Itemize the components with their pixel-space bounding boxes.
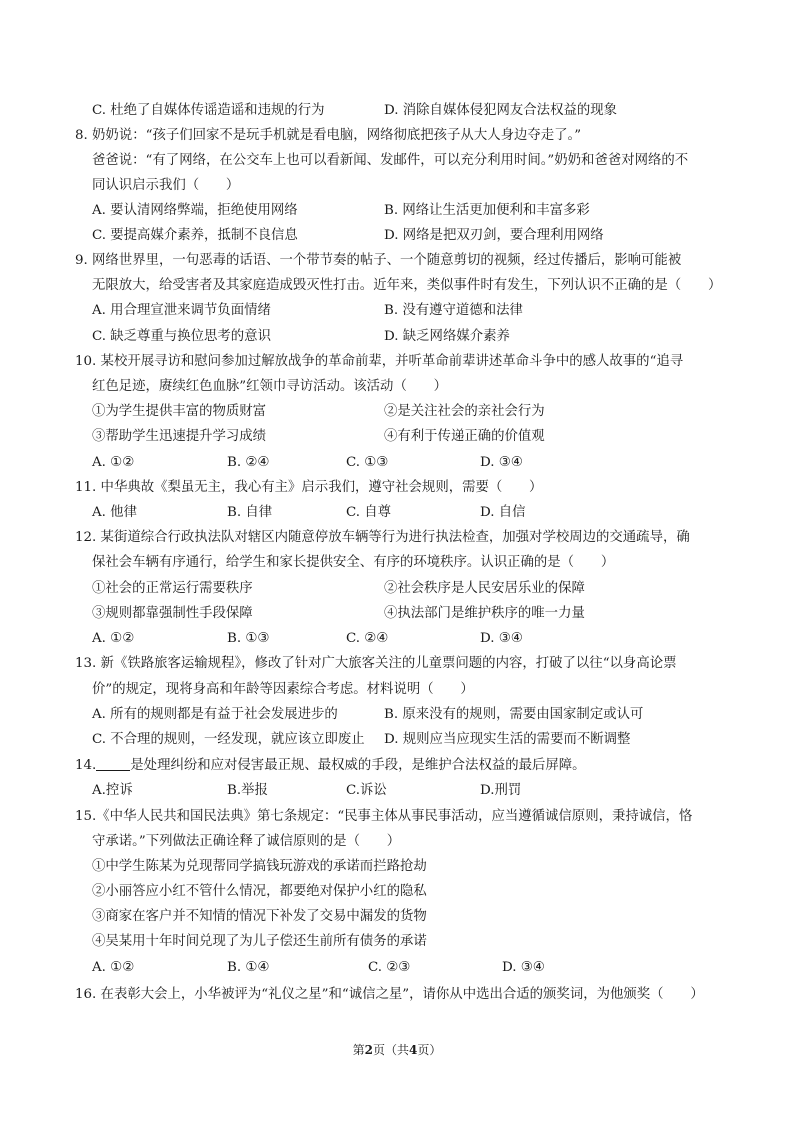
- q13-option-c: C. 不合理的规则，一经发现，就应该立即废止: [92, 732, 365, 747]
- q14-answer-blank: [96, 756, 130, 771]
- q15-stem-line-2: 守承诺。”下列做法正确诠释了诚信原则的是（ ）: [92, 834, 401, 849]
- footer-suffix: 页）: [417, 1043, 442, 1057]
- q11-option-a: A. 他律: [92, 505, 137, 520]
- q12-stem-line-2: 保社会车辆有序通行，给学生和家长提供安全、有序的环境秩序。认识正确的是（ ）: [92, 555, 615, 570]
- q13-stem-line-1: 13. 新《铁路旅客运输规程》，修改了针对广大旅客关注的儿童票问题的内容，打破了以往“以身高论票: [75, 656, 677, 671]
- q10-statement-3: ③帮助学生迅速提升学习成绩: [92, 429, 267, 444]
- q9-option-b: B. 没有遵守道德和法律: [384, 303, 523, 318]
- q10-statement-2: ②是关注社会的亲社会行为: [384, 404, 545, 419]
- q12-option-a: A. ①②: [92, 631, 135, 646]
- q10-option-d: D. ③④: [480, 455, 523, 470]
- q12-stem-line-1: 12. 某街道综合行政执法队对辖区内随意停放车辆等行为进行执法检查，加强对学校周边的交通疏导，确: [75, 530, 690, 545]
- q8-stem-line-1: 8. 奶奶说：“孩子们回家不是玩手机就是看电脑，网络彻底把孩子从大人身边夺走了。”: [75, 128, 582, 143]
- q12-option-b: B. ①③: [227, 631, 270, 646]
- footer-prefix: 第: [352, 1043, 365, 1057]
- q14-stem-text: 是处理纠纷和应对侵害最正规、最权威的手段，是维护合法权益的最后屏障。: [130, 758, 586, 773]
- q9-option-d: D. 缺乏网络媒介素养: [384, 329, 510, 344]
- q13-option-a: A. 所有的规则都是有益于社会发展进步的: [92, 707, 338, 722]
- q7-option-c: C. 杜绝了自媒体传谣造谣和违规的行为: [92, 103, 325, 118]
- q13-option-b: B. 原来没有的规则，需要由国家制定或认可: [384, 707, 644, 722]
- q8-stem-line-2: 爸爸说：“有了网络，在公交车上也可以看新闻、发邮件，可以充分利用时间。”奶奶和爸爸对网络的不: [92, 153, 689, 168]
- q11-option-d: D. 自信: [480, 505, 526, 520]
- q8-stem-line-3: 同认识启示我们（ ）: [92, 178, 240, 193]
- q14-option-d: D.刑罚: [480, 783, 522, 798]
- q14-number: 14.: [75, 758, 97, 773]
- q12-statement-2: ②社会秩序是人民安居乐业的保障: [384, 581, 585, 596]
- q12-statement-4: ④执法部门是维护秩序的唯一力量: [384, 606, 585, 621]
- q13-stem-line-2: 价”的规定，现将身高和年龄等因素综合考虑。材料说明（ ）: [92, 682, 474, 697]
- q11-option-b: B. 自律: [227, 505, 273, 520]
- q8-option-c: C. 要提高媒介素养，抵制不良信息: [92, 228, 298, 243]
- q10-statement-1: ①为学生提供丰富的物质财富: [92, 404, 267, 419]
- q9-stem-line-2: 无限放大，给受害者及其家庭造成毁灭性打击。近年来，类似事件时有发生，下列认识不正确的是（ ）: [92, 278, 722, 293]
- q15-stem-line-1: 15.《中华人民共和国民法典》第七条规定：“民事主体从事民事活动，应当遵循诚信原则，秉持诚信，恪: [75, 809, 693, 824]
- q8-option-d: D. 网络是把双刃剑，要合理利用网络: [384, 228, 604, 243]
- q15-option-b: B. ①④: [227, 960, 270, 975]
- q12-statement-1: ①社会的正常运行需要秩序: [92, 581, 253, 596]
- q14-stem-line-1: [75, 756, 586, 776]
- footer-page-number: 2: [364, 1043, 373, 1057]
- footer-total-pages: 4: [409, 1043, 418, 1057]
- q12-option-d: D. ③④: [480, 631, 523, 646]
- q8-option-a: A. 要认清网络弊端，拒绝使用网络: [92, 203, 298, 218]
- q16-stem-line-1: 16. 在表彰大会上，小华被评为“礼仪之星”和“诚信之星”，请你从中选出合适的颁奖词，为他颁奖（ ）: [75, 987, 704, 1002]
- q7-option-d: D. 消除自媒体侵犯网友合法权益的现象: [384, 103, 618, 118]
- q8-option-b: B. 网络让生活更加便利和丰富多彩: [384, 203, 590, 218]
- q10-stem-line-2: 红色足迹，赓续红色血脉”红领巾寻访活动。该活动（ ）: [92, 379, 447, 394]
- q12-option-c: C. ②④: [346, 631, 389, 646]
- q15-option-a: A. ①②: [92, 960, 135, 975]
- q15-statement-2: ②小丽答应小红不管什么情况，都要绝对保护小红的隐私: [92, 884, 427, 899]
- q10-statement-4: ④有利于传递正确的价值观: [384, 429, 545, 444]
- q14-option-c: C.诉讼: [346, 783, 387, 798]
- q15-option-d: D. ③④: [502, 960, 545, 975]
- q11-option-c: C. 自尊: [346, 505, 392, 520]
- q15-statement-1: ①中学生陈某为兑现帮同学搞钱玩游戏的承诺而拦路抢劫: [92, 859, 427, 874]
- q9-option-c: C. 缺乏尊重与换位思考的意识: [92, 329, 271, 344]
- q15-option-c: C. ②③: [368, 960, 411, 975]
- q10-option-a: A. ①②: [92, 455, 135, 470]
- page-footer: [0, 1040, 794, 1060]
- q15-statement-4: ④吴某用十年时间兑现了为儿子偿还生前所有债务的承诺: [92, 934, 427, 949]
- q10-option-c: C. ①③: [346, 455, 389, 470]
- q13-option-d: D. 规则应当应现实生活的需要而不断调整: [384, 732, 631, 747]
- q11-stem-line-1: 11. 中华典故《梨虽无主，我心有主》启示我们，遵守社会规则，需要（ ）: [75, 480, 543, 495]
- q9-option-a: A. 用合理宣泄来调节负面情绪: [92, 303, 271, 318]
- q15-statement-3: ③商家在客户并不知情的情况下补发了交易中漏发的货物: [92, 909, 427, 924]
- q12-statement-3: ③规则都靠强制性手段保障: [92, 606, 253, 621]
- q9-stem-line-1: 9. 网络世界里，一句恶毒的话语、一个带节奏的帖子、一个随意剪切的视频，经过传播后，影响可能被: [75, 253, 682, 268]
- q10-stem-line-1: 10. 某校开展寻访和慰问参加过解放战争的革命前辈，并听革命前辈讲述革命斗争中的感人故事的“追寻: [75, 354, 684, 369]
- q10-option-b: B. ②④: [227, 455, 270, 470]
- q14-option-a: A.控诉: [92, 783, 133, 798]
- footer-middle: 页（共: [372, 1043, 409, 1057]
- q14-option-b: B.举报: [227, 783, 268, 798]
